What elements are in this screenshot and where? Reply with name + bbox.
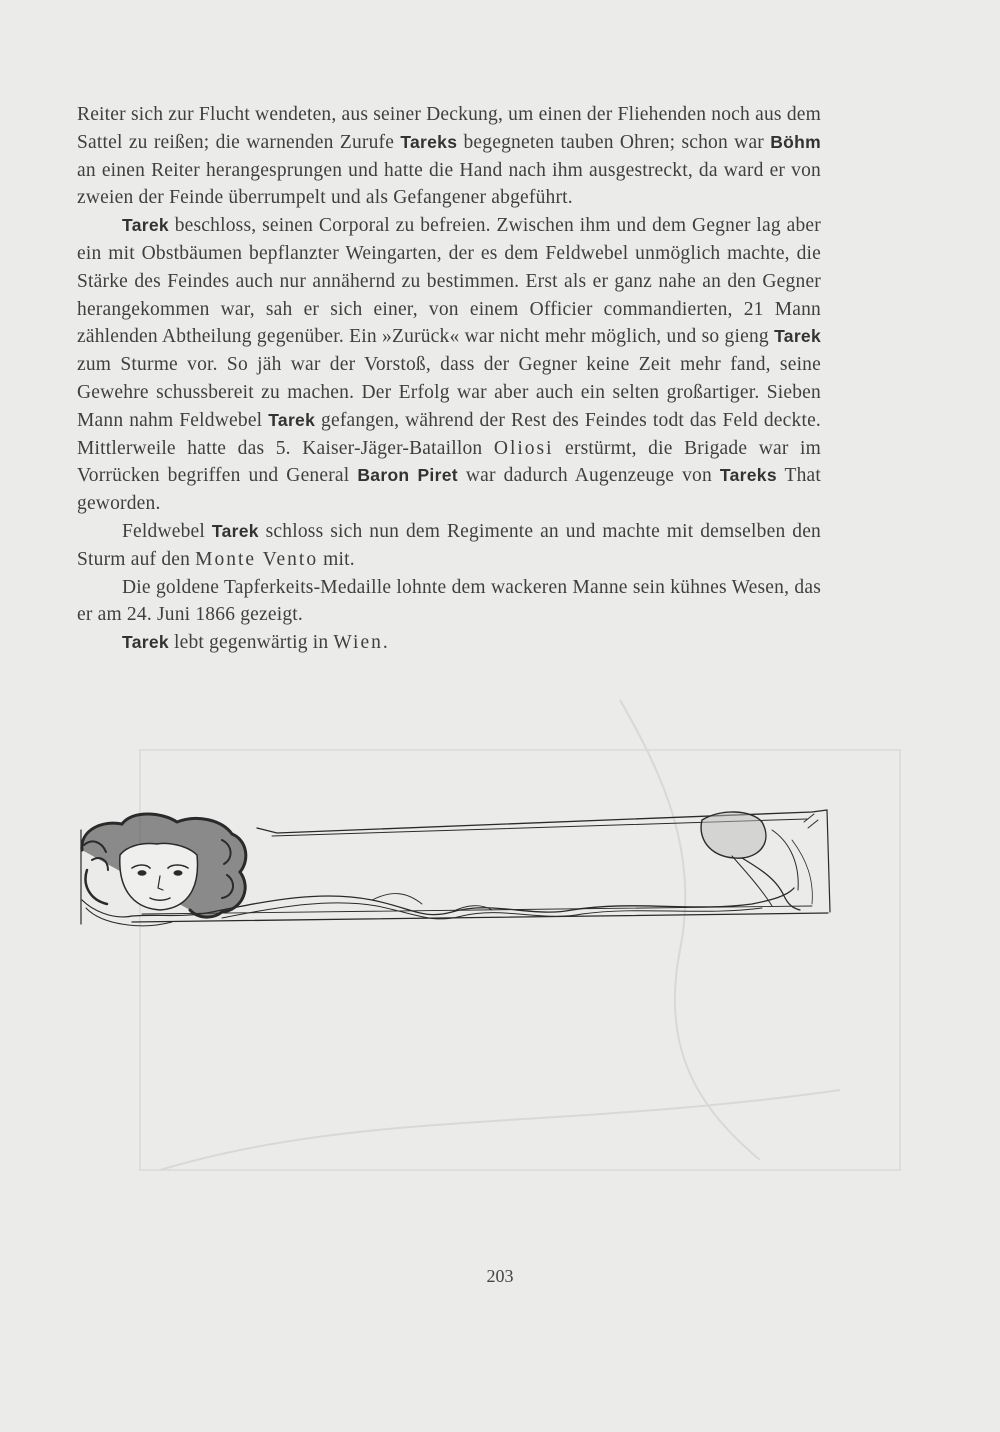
page-number: 203	[486, 1266, 514, 1286]
body-text	[77, 101, 821, 657]
paragraph	[77, 212, 821, 518]
text-run: begegneten tauben Ohren; schon war	[457, 131, 771, 153]
person-name: Tareks	[719, 465, 777, 486]
place-name: Oliosi	[493, 437, 554, 459]
text-run: mit.	[318, 548, 355, 570]
place-name: Monte Vento	[195, 548, 319, 570]
place-name: Wien	[333, 632, 383, 654]
art-nouveau-woman-head-ribbon-vignette-icon	[72, 800, 847, 940]
person-name: Tarek	[122, 632, 169, 653]
bleed-through-illustration	[60, 690, 940, 1190]
text-run: lebt gegenwärtig in	[168, 632, 334, 654]
paragraph	[77, 629, 821, 657]
paragraph	[77, 101, 821, 212]
person-name: Tarek	[211, 520, 259, 541]
text-run: Feldwebel	[122, 520, 212, 542]
text-run: an einen Reiter herangesprungen und hatte die Hand nach ihm ausgestreckt, da ward er von zweien der Feinde überrumpelt und als Gefangener abgeführt.	[77, 159, 821, 209]
text-run: Reiter sich zur Flucht wendeten, aus seiner Deckung, um einen der Fliehenden noch aus dem Sattel zu reißen; die warnenden Zurufe	[77, 104, 821, 153]
person-name: Tarek	[122, 215, 169, 236]
paragraph	[77, 574, 821, 630]
person-name: Tarek	[268, 409, 316, 430]
text-run: .	[382, 632, 388, 654]
person-name: Baron Piret	[357, 465, 458, 486]
text-run: erstürmt, die Brigade war im Vorrücken begriffen und General	[77, 437, 821, 487]
text-run: gefangen, während der Rest des Feindes todt das Feld deckte. Mittlerweile hatte das 5. Kaiser-Jäger-Bataillon	[77, 409, 821, 459]
person-name: Böhm	[770, 131, 822, 152]
text-run: zum Sturme vor. So jäh war der Vorstoß, dass der Gegner keine Zeit mehr fand, seine Gewehre schussbereit zu machen. Der Erfolg war aber auch ein selten großartiger. Sieben Mann nahm Feldwebel	[77, 354, 821, 431]
person-name: Tarek	[774, 326, 821, 347]
text-run: That geworden.	[77, 465, 821, 515]
person-name: Tareks	[400, 131, 458, 152]
text-run: schloss sich nun dem Regimente an und machte mit demselben den Sturm auf den	[77, 520, 821, 570]
text-run: war dadurch Augenzeuge von	[457, 465, 720, 487]
paragraph	[77, 518, 821, 574]
text-run: beschloss, seinen Corporal zu befreien. Zwischen ihm und dem Gegner lag aber ein mit Obstbäumen bepflanzter Weingarten, der es dem Feldwebel unmöglich machte, die Stärke des Feindes auch nur annähernd zu bestimmen. Erst als er ganz nahe an den Gegner herangekommen war, sah er sich einer, von einem Officier commandierten, 21 Mann zählenden Abtheilung gegenüber. Ein »Zurück« war nicht mehr möglich, und so gieng	[77, 215, 821, 348]
text-run: Die goldene Tapferkeits-Medaille lohnte dem wackeren Manne sein kühnes Wesen, das er am 24. Juni 1866 gezeigt.	[77, 576, 821, 626]
